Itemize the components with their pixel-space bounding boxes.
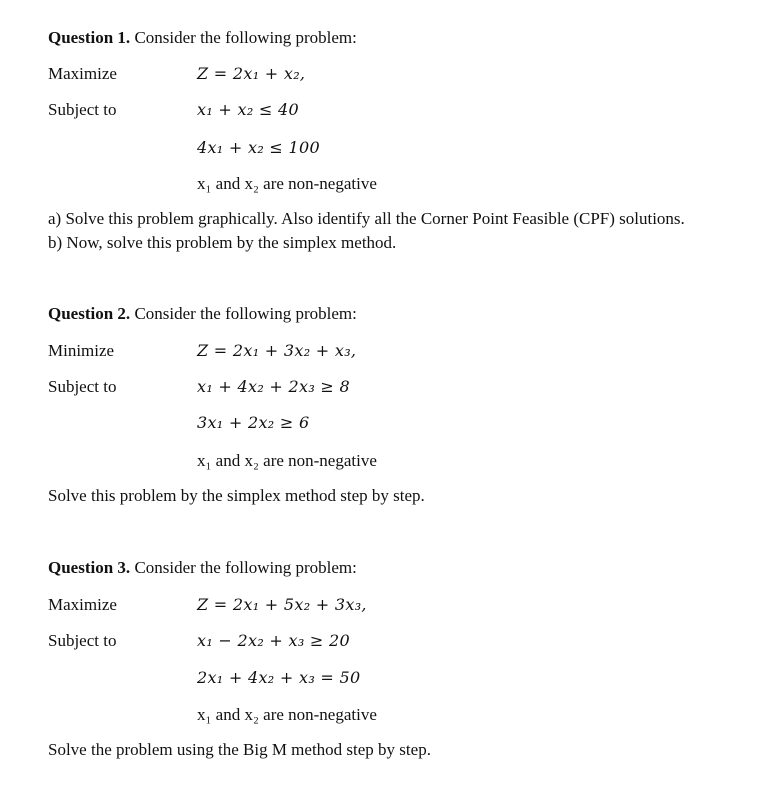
q2-nonnegativity: x₁ and x₂ are non-negative	[197, 451, 377, 470]
q2-objective-label: Minimize	[48, 341, 115, 360]
q1-part-a: a) Solve this problem graphically. Also identify all the Corner Point Feasible (CPF) solutions.	[48, 209, 685, 228]
question-1-heading	[48, 28, 357, 48]
q2-task: Solve this problem by the simplex method step by step.	[48, 486, 425, 505]
q2-constraint-1: x₁ + 4x₂ + 2x₃ ≥ 8	[197, 377, 350, 396]
question-3-intro: Consider the following problem:	[130, 558, 357, 577]
q3-constraint-2: 2x₁ + 4x₂ + x₃ = 50	[197, 668, 361, 687]
q1-constraint-1: x₁ + x₂ ≤ 40	[197, 100, 299, 119]
q3-subject-label: Subject to	[48, 631, 117, 650]
question-3-heading	[48, 558, 357, 578]
q2-objective: Z = 2x₁ + 3x₂ + x₃,	[197, 341, 357, 360]
question-2-heading	[48, 304, 357, 324]
question-1-title: Question 1.	[48, 28, 131, 47]
q3-objective: Z = 2x₁ + 5x₂ + 3x₃,	[197, 595, 367, 614]
q3-objective-label: Maximize	[48, 595, 117, 614]
question-2-title: Question 2.	[48, 304, 131, 323]
q3-task: Solve the problem using the Big M method step by step.	[48, 740, 431, 759]
q1-part-b: b) Now, solve this problem by the simplex method.	[48, 233, 397, 252]
q1-objective: Z = 2x₁ + x₂,	[197, 64, 306, 83]
q3-nonnegativity: x₁ and x₂ are non-negative	[197, 705, 377, 724]
q1-constraint-2: 4x₁ + x₂ ≤ 100	[197, 138, 320, 157]
question-2-intro: Consider the following problem:	[130, 304, 357, 323]
q1-nonnegativity: x₁ and x₂ are non-negative	[197, 174, 377, 193]
q1-objective-label: Maximize	[48, 64, 117, 83]
q2-constraint-2: 3x₁ + 2x₂ ≥ 6	[197, 413, 310, 432]
q2-subject-label: Subject to	[48, 377, 117, 396]
question-1-intro: Consider the following problem:	[130, 28, 357, 47]
q3-constraint-1: x₁ − 2x₂ + x₃ ≥ 20	[197, 631, 350, 650]
question-3-title: Question 3.	[48, 558, 131, 577]
q1-subject-label: Subject to	[48, 100, 117, 119]
